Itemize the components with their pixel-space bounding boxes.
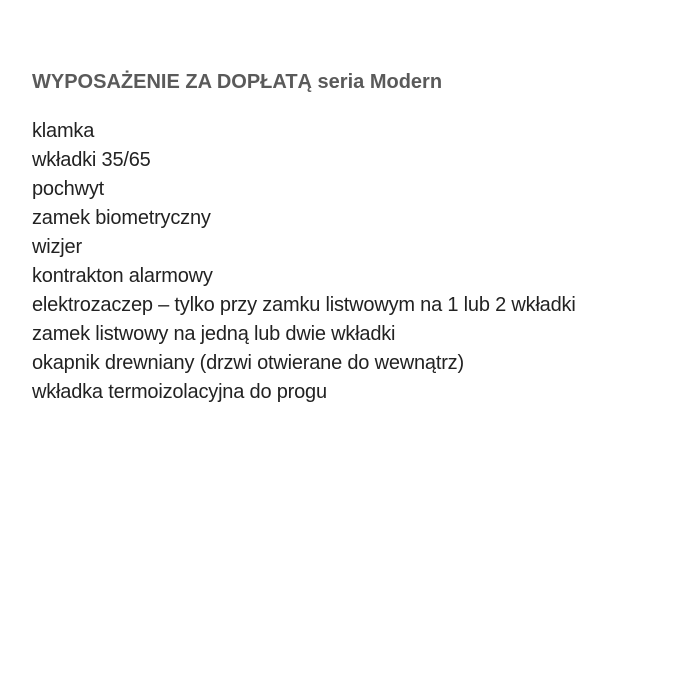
list-item: kontrakton alarmowy bbox=[32, 265, 213, 287]
list-item: pochwyt bbox=[32, 178, 104, 200]
list-item: klamka bbox=[32, 120, 95, 142]
list-item: elektrozaczep – tylko przy zamku listwowym na 1 lub 2 wkładki bbox=[32, 294, 576, 316]
list-item: wizjer bbox=[32, 236, 82, 258]
list-item: wkładka termoizolacyjna do progu bbox=[32, 381, 327, 403]
section-title: WYPOSAŻENIE ZA DOPŁATĄ seria Modern bbox=[32, 71, 443, 93]
list-item: zamek listwowy na jedną lub dwie wkładki bbox=[32, 323, 396, 345]
list-item: okapnik drewniany (drzwi otwierane do wewnątrz) bbox=[32, 352, 464, 374]
list-item: zamek biometryczny bbox=[32, 207, 211, 229]
list-item: wkładki 35/65 bbox=[32, 149, 151, 171]
extras-section bbox=[32, 68, 692, 407]
extras-list bbox=[32, 117, 692, 407]
